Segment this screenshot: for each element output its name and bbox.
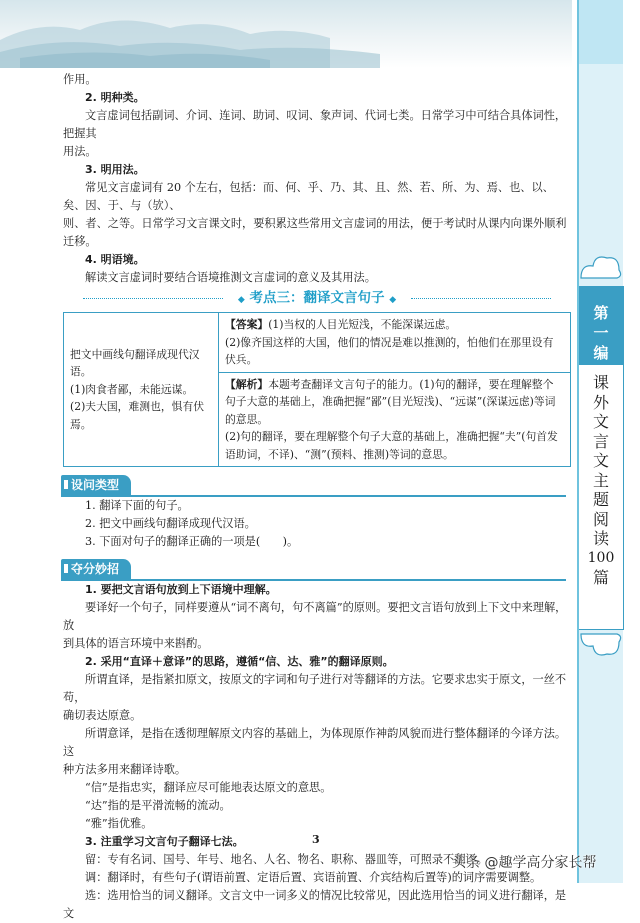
top-paragraphs [63, 71, 571, 287]
question-line: (2)夫大国，难测也，惧有伏焉。 [70, 400, 205, 431]
text-line: 所谓直译，是指紧扣原文，按原文的字词和句子进行对等翻译的方法。它要求忠实于原文，一丝不苟， [63, 673, 567, 704]
text-line: 迁移。 [63, 235, 97, 248]
text-line: 确切表达原意。 [63, 709, 142, 722]
text-line: 作用。 [63, 73, 97, 86]
subheading: 2. 明种类。 [85, 91, 145, 104]
text-line: 文言虚词包括副词、介词、连词、助词、叹词、象声词、代词七类。日常学习中可结合具体词性，把握其 [63, 109, 567, 140]
cloud-ornament-icon [577, 250, 623, 282]
subheading: 1. 要把文言语句放到上下语境中理解。 [85, 583, 277, 596]
text-line: 要译好一个句子，同样要遵从“词不离句，句不离篇”的原则。要把文言语句放到上下文中来理解，放 [63, 601, 567, 632]
analysis-tag: 【解析】 [225, 377, 269, 391]
text-line: 调：翻译时，有些句子(谓语前置、定语后置、宾语前置、介宾结构后置等)的词序需要调整。 [85, 871, 542, 884]
text-line: “达”指的是平滑流畅的流动。 [85, 799, 231, 812]
content [63, 71, 571, 923]
text-line: “信”是指忠实，翻译应尽可能地表达原文的意思。 [85, 781, 332, 794]
subheading: 3. 注重学习文言句子翻译七法。 [85, 835, 244, 848]
section-title: ◆ 考点三：翻译文言句子 ◆ [63, 289, 571, 309]
text-line: 3. 下面对句子的翻译正确的一项是( )。 [85, 535, 299, 548]
mountain-illustration [0, 0, 572, 68]
text-line: 留：专有名词、国号、年号、地名、人名、物名、职称、器皿等，可照录不翻译。 [85, 853, 488, 866]
answer-cell [219, 313, 571, 467]
text-line: “雅”指优雅。 [85, 817, 153, 830]
question-types-list [63, 497, 571, 551]
text-line: 则、者、之等。日常学习文言课文时，要积累这些常用文言虚词的用法，便于考试时从课内向课外顺利 [63, 217, 567, 230]
page-number: 3 [312, 833, 320, 846]
analysis-block [219, 373, 570, 467]
text-line: 所谓意译，是指在透彻理解原文内容的基础上，为体现原作神韵风貌而进行整体翻译的今译方法。这 [63, 727, 567, 758]
subheading: 2. 采用“直译＋意译”的思路，遵循“信、达、雅”的翻译原则。 [85, 655, 394, 668]
subheading: 3. 明用法。 [85, 163, 145, 176]
text-line: 常见文言虚词有 20 个左右，包括：而、何、乎、乃、其、且、然、若、所、为、焉、也、以、矣、因、于、与（欤）、 [63, 181, 554, 212]
subheading: 4. 明语境。 [85, 253, 145, 266]
text-line: 选：选用恰当的词义翻译。文言文中一词多义的情况比较常见，因此选用恰当的词义进行翻译，是文 [63, 889, 567, 920]
answer-tag: 【答案】 [225, 318, 269, 331]
chapter-tab [579, 286, 624, 630]
question-line: (1)肉食者鄙，未能远谋。 [70, 382, 194, 396]
text-line: 到具体的语言环境中来斟酌。 [63, 637, 209, 650]
chapter-title: 课 外 文 言 文 主 题 阅 读 100 篇 [587, 373, 615, 587]
answer-line: (2)像齐国这样的大国，他们的情况是难以推测的，怕他们在那里设有伏兵。 [225, 335, 554, 366]
analysis-line: 本题考查翻译文言句子的能力。(1)句的翻译，要在理解整个句子大意的基础上，准确把握“鄙”(目光短浅)、“远谋”(深谋远虑)等词的意思。 [225, 377, 556, 426]
side-bar [577, 0, 623, 883]
answer-block [219, 313, 570, 373]
section-title-text: 考点三：翻译文言句子 [249, 290, 385, 306]
question-line: 把文中画线句翻译成现代汉语。 [70, 347, 200, 379]
text-line: 1. 翻译下面的句子。 [85, 499, 189, 512]
example-box [63, 312, 571, 467]
watermark: 头条 @趣学高分家长帮 [452, 855, 597, 871]
chapter-number: 第 一 编 [579, 287, 623, 365]
answer-line: (1)当权的人目光短浅，不能深谋远虑。 [268, 318, 457, 331]
question-types-label: 设问类型 [61, 475, 131, 495]
text-line: 2. 把文中画线句翻译成现代汉语。 [85, 517, 256, 530]
question-cell [64, 313, 219, 467]
tips-label: 夺分妙招 [61, 559, 131, 579]
analysis-line: (2)句的翻译，要在理解整个句子大意的基础上，准确把握“夫”(句首发语助词，不译)、“测”(预料、推测)等词的意思。 [225, 430, 558, 461]
cloud-ornament-icon [577, 630, 623, 662]
text-line: 用法。 [63, 145, 97, 158]
header-landscape [0, 0, 572, 68]
text-line: 解读文言虚词时要结合语境推测文言虚词的意义及其用法。 [85, 271, 376, 284]
text-line: 种方法多用来翻译诗歌。 [63, 763, 187, 776]
